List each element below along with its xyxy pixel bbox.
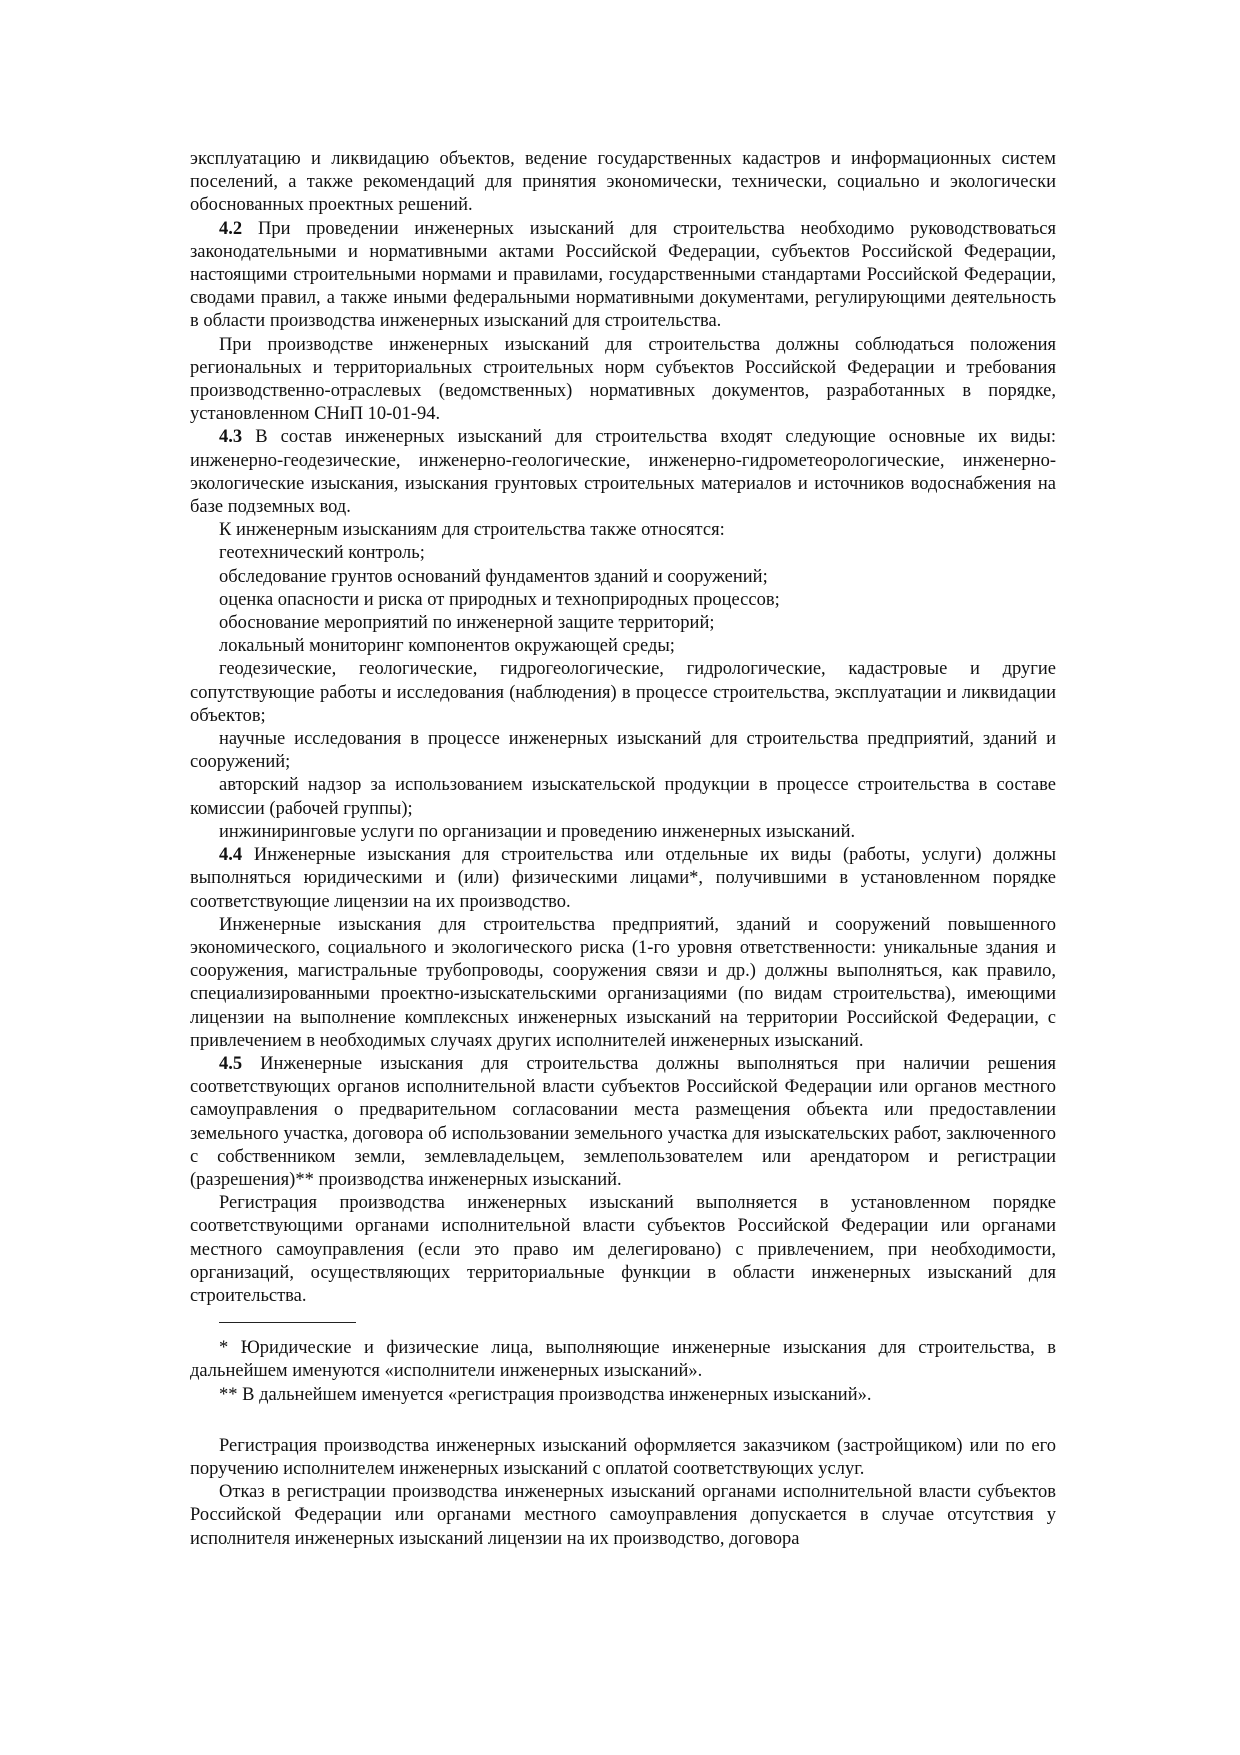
- clause-number: 4.5: [219, 1053, 243, 1074]
- list-item: обследование грунтов оснований фундаментов зданий и сооружений;: [219, 566, 768, 587]
- footnote: ** В дальнейшем именуется «регистрация производства инженерных изысканий».: [219, 1384, 872, 1405]
- clause-number: 4.2: [219, 218, 243, 239]
- list-item: авторский надзор за использованием изыскательской продукции в процессе строительства в составе комиссии (рабочей группы);: [190, 775, 1056, 819]
- clause-number: 4.3: [219, 427, 243, 448]
- clause-number: 4.4: [219, 845, 243, 866]
- paragraph-4-5: 4.5 Инженерные изыскания для строительства должны выполняться при наличии решения соответствующих органов исполнительной власти субъектов Российской Федерации или органов местного самоуправления о предварительном согласовании места размещения объекта или предоставлении земельного участка, договора об использовании земельного участка для изыскательских работ, заключенного с собственником земли, землевладельцем, землепользователем или арендатором и регистрации (разрешения)** производства инженерных изысканий.: [190, 1053, 1057, 1190]
- footnotes: [190, 1337, 1056, 1407]
- paragraph-4-2: 4.2 При проведении инженерных изысканий для строительства необходимо руководствоваться законодательными и нормативными актами Российской Федерации, субъектов Российской Федерации, настоящими строительными нормами и правилами, государственными стандартами Российской Федерации, сводами правил, а также иными федеральными нормативными документами, регулирующими деятельность в области производства инженерных изысканий для строительства.: [190, 218, 1056, 332]
- paragraph: Отказ в регистрации производства инженерных изысканий органами исполнительной власти субъектов Российской Федерации или органами местного самоуправления допускается в случае отсутствия у исполнителя инженерных изысканий лицензии на их производство, договора: [190, 1482, 1056, 1549]
- body-text-top: [190, 148, 1056, 1308]
- paragraph-4-4: 4.4 Инженерные изыскания для строительства или отдельные их виды (работы, услуги) должны выполняться юридическими и (или) физическими лицами*, получившими в установленном порядке соответствующие лицензии на их производство.: [190, 845, 1056, 912]
- paragraph: Инженерные изыскания для строительства предприятий, зданий и сооружений повышенного экономического, социального и экологического риска (1-го уровня ответственности: уникальные здания и сооружения, магистральные трубопроводы, сооружения связи и др.) должны выполняться, как правило, специализированными проектно-изыскательскими организациями (по видам строительства), имеющими лицензии на выполнение комплексных инженерных изысканий на территории Российской Федерации, с привлечением в необходимых случаях других исполнителей инженерных изысканий.: [190, 914, 1056, 1051]
- list-item: инжиниринговые услуги по организации и проведению инженерных изысканий.: [219, 821, 856, 842]
- paragraph: К инженерным изысканиям для строительства также относятся:: [219, 520, 725, 541]
- list-item: геодезические, геологические, гидрогеологические, гидрологические, кадастровые и другие сопутствующие работы и исследования (наблюдения) в процессе строительства, эксплуатации и ликвидации объектов;: [190, 659, 1056, 726]
- paragraph: Регистрация производства инженерных изысканий оформляется заказчиком (застройщиком) или по его поручению исполнителем инженерных изысканий с оплатой соответствующих услуг.: [190, 1435, 1056, 1479]
- document-page: [190, 148, 1056, 1551]
- body-text-bottom: [190, 1435, 1056, 1551]
- list-item: геотехнический контроль;: [219, 543, 425, 564]
- paragraph-4-3: 4.3 В состав инженерных изысканий для строительства входят следующие основные их виды: инженерно-геодезические, инженерно-геологические, инженерно-гидрометеорологические, инженерно-экологические изыскания, изыскания грунтовых строительных материалов и источников водоснабжения на базе подземных вод.: [190, 427, 1057, 518]
- list-item: локальный мониторинг компонентов окружающей среды;: [219, 636, 675, 657]
- footnote-divider: [219, 1322, 356, 1323]
- paragraph: эксплуатацию и ликвидацию объектов, ведение государственных кадастров и информационных систем поселений, а также рекомендаций для принятия экономически, технически, социально и экологически обоснованных проектных решений.: [190, 149, 1056, 216]
- list-item: обоснование мероприятий по инженерной защите территорий;: [219, 613, 715, 634]
- footnote: * Юридические и физические лица, выполняющие инженерные изыскания для строительства, в дальнейшем именуются «исполнители инженерных изысканий».: [190, 1338, 1056, 1382]
- list-item: научные исследования в процессе инженерных изысканий для строительства предприятий, зданий и сооружений;: [190, 729, 1056, 773]
- paragraph: Регистрация производства инженерных изысканий выполняется в установленном порядке соответствующими органами исполнительной власти субъектов Российской Федерации или органами местного самоуправления (если это право им делегировано) с привлечением, при необходимости, организаций, осуществляющих территориальные функции в области инженерных изысканий для строительства.: [190, 1193, 1056, 1306]
- list-item: оценка опасности и риска от природных и техноприродных процессов;: [219, 589, 780, 610]
- paragraph: При производстве инженерных изысканий для строительства должны соблюдаться положения региональных и территориальных строительных норм субъектов Российской Федерации и требования производственно-отраслевых (ведомственных) нормативных документов, разработанных в порядке, установленном СНиП 10-01-94.: [190, 334, 1056, 425]
